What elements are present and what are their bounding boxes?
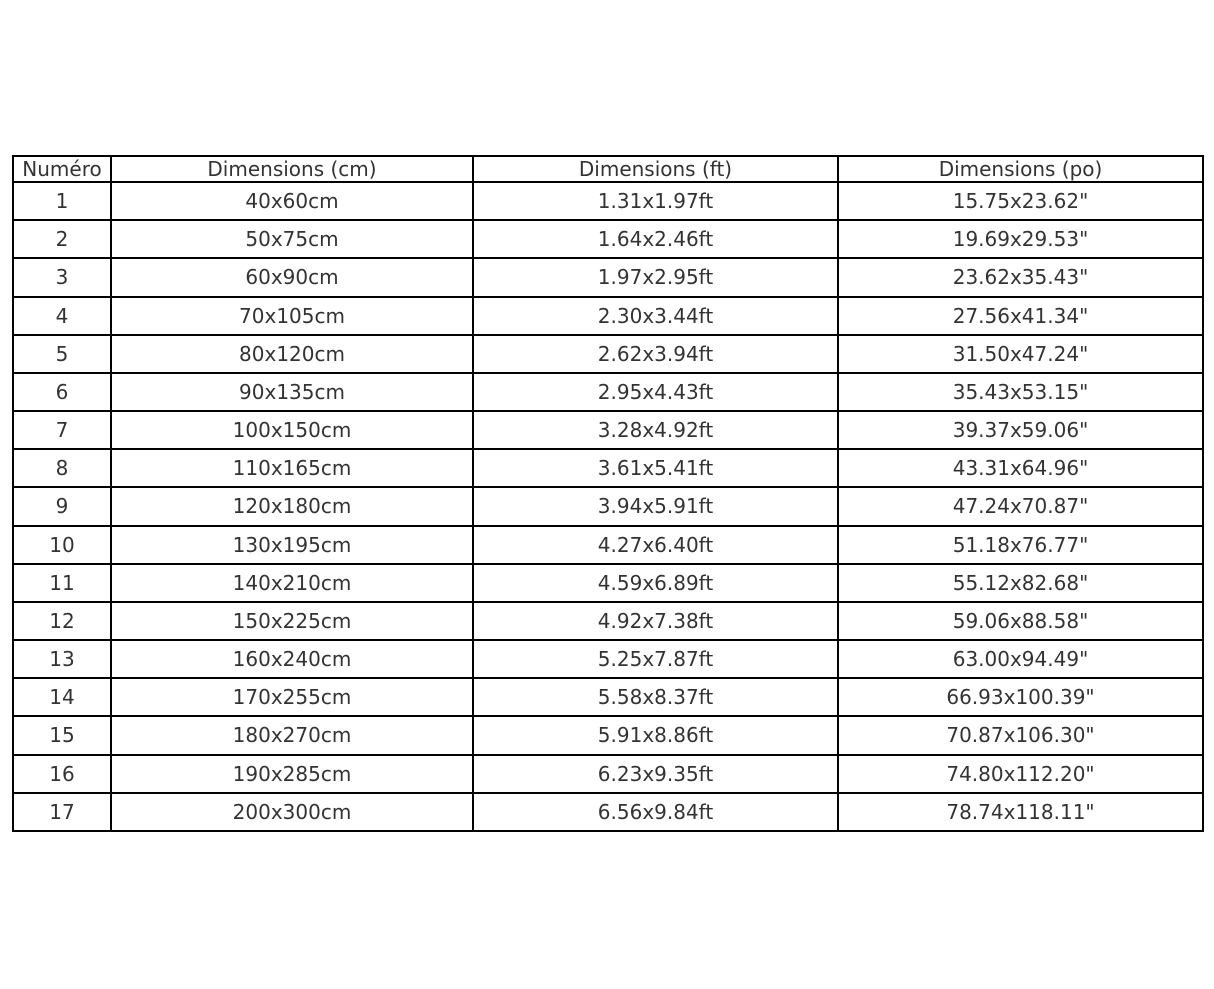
cell-dimensions-ft: 2.30x3.44ft	[473, 297, 838, 335]
cell-dimensions-cm: 90x135cm	[111, 373, 473, 411]
table-row	[13, 182, 1203, 220]
cell-numero: 9	[13, 487, 111, 525]
cell-dimensions-cm: 70x105cm	[111, 297, 473, 335]
cell-numero: 13	[13, 640, 111, 678]
cell-dimensions-po: 66.93x100.39"	[838, 678, 1203, 716]
header-dimensions-cm: Dimensions (cm)	[111, 156, 473, 182]
table-header	[13, 156, 1203, 182]
cell-numero: 6	[13, 373, 111, 411]
cell-dimensions-ft: 4.27x6.40ft	[473, 526, 838, 564]
cell-numero: 14	[13, 678, 111, 716]
cell-dimensions-cm: 110x165cm	[111, 449, 473, 487]
cell-dimensions-cm: 180x270cm	[111, 716, 473, 754]
cell-dimensions-ft: 6.56x9.84ft	[473, 793, 838, 831]
cell-dimensions-po: 47.24x70.87"	[838, 487, 1203, 525]
table-row	[13, 755, 1203, 793]
table-row	[13, 487, 1203, 525]
cell-dimensions-po: 43.31x64.96"	[838, 449, 1203, 487]
table-row	[13, 602, 1203, 640]
cell-dimensions-ft: 1.97x2.95ft	[473, 258, 838, 296]
cell-dimensions-po: 19.69x29.53"	[838, 220, 1203, 258]
cell-dimensions-po: 70.87x106.30"	[838, 716, 1203, 754]
table-row	[13, 297, 1203, 335]
header-numero: Numéro	[13, 156, 111, 182]
header-dimensions-po: Dimensions (po)	[838, 156, 1203, 182]
cell-dimensions-po: 78.74x118.11"	[838, 793, 1203, 831]
cell-numero: 17	[13, 793, 111, 831]
cell-dimensions-cm: 60x90cm	[111, 258, 473, 296]
cell-dimensions-ft: 6.23x9.35ft	[473, 755, 838, 793]
cell-dimensions-cm: 40x60cm	[111, 182, 473, 220]
cell-dimensions-ft: 5.25x7.87ft	[473, 640, 838, 678]
cell-dimensions-po: 55.12x82.68"	[838, 564, 1203, 602]
cell-dimensions-po: 51.18x76.77"	[838, 526, 1203, 564]
table-row	[13, 258, 1203, 296]
table-body	[13, 182, 1203, 831]
cell-dimensions-po: 39.37x59.06"	[838, 411, 1203, 449]
cell-dimensions-po: 23.62x35.43"	[838, 258, 1203, 296]
cell-numero: 16	[13, 755, 111, 793]
cell-dimensions-ft: 3.94x5.91ft	[473, 487, 838, 525]
cell-dimensions-ft: 3.61x5.41ft	[473, 449, 838, 487]
table-row	[13, 449, 1203, 487]
cell-dimensions-ft: 4.92x7.38ft	[473, 602, 838, 640]
cell-dimensions-cm: 150x225cm	[111, 602, 473, 640]
cell-dimensions-ft: 1.64x2.46ft	[473, 220, 838, 258]
cell-numero: 2	[13, 220, 111, 258]
table-row	[13, 716, 1203, 754]
cell-dimensions-ft: 4.59x6.89ft	[473, 564, 838, 602]
cell-numero: 11	[13, 564, 111, 602]
cell-dimensions-po: 63.00x94.49"	[838, 640, 1203, 678]
table-row	[13, 678, 1203, 716]
table-row	[13, 335, 1203, 373]
cell-dimensions-ft: 1.31x1.97ft	[473, 182, 838, 220]
table-row	[13, 526, 1203, 564]
header-dimensions-ft: Dimensions (ft)	[473, 156, 838, 182]
cell-dimensions-ft: 3.28x4.92ft	[473, 411, 838, 449]
table-row	[13, 793, 1203, 831]
table-row	[13, 373, 1203, 411]
cell-dimensions-po: 74.80x112.20"	[838, 755, 1203, 793]
table-row	[13, 640, 1203, 678]
cell-numero: 10	[13, 526, 111, 564]
cell-dimensions-cm: 130x195cm	[111, 526, 473, 564]
cell-dimensions-po: 59.06x88.58"	[838, 602, 1203, 640]
cell-dimensions-cm: 170x255cm	[111, 678, 473, 716]
cell-dimensions-cm: 100x150cm	[111, 411, 473, 449]
cell-dimensions-po: 31.50x47.24"	[838, 335, 1203, 373]
dimensions-conversion-table	[12, 155, 1204, 832]
cell-dimensions-ft: 5.91x8.86ft	[473, 716, 838, 754]
cell-dimensions-po: 35.43x53.15"	[838, 373, 1203, 411]
cell-dimensions-cm: 160x240cm	[111, 640, 473, 678]
cell-dimensions-cm: 190x285cm	[111, 755, 473, 793]
cell-dimensions-cm: 200x300cm	[111, 793, 473, 831]
cell-dimensions-ft: 5.58x8.37ft	[473, 678, 838, 716]
cell-dimensions-cm: 50x75cm	[111, 220, 473, 258]
cell-dimensions-ft: 2.95x4.43ft	[473, 373, 838, 411]
cell-dimensions-po: 27.56x41.34"	[838, 297, 1203, 335]
table-row	[13, 220, 1203, 258]
cell-numero: 1	[13, 182, 111, 220]
header-row	[13, 156, 1203, 182]
cell-numero: 5	[13, 335, 111, 373]
cell-numero: 3	[13, 258, 111, 296]
cell-dimensions-cm: 120x180cm	[111, 487, 473, 525]
cell-dimensions-ft: 2.62x3.94ft	[473, 335, 838, 373]
table-row	[13, 564, 1203, 602]
cell-numero: 4	[13, 297, 111, 335]
cell-numero: 12	[13, 602, 111, 640]
cell-numero: 7	[13, 411, 111, 449]
cell-dimensions-po: 15.75x23.62"	[838, 182, 1203, 220]
cell-dimensions-cm: 80x120cm	[111, 335, 473, 373]
cell-numero: 15	[13, 716, 111, 754]
cell-numero: 8	[13, 449, 111, 487]
table-row	[13, 411, 1203, 449]
cell-dimensions-cm: 140x210cm	[111, 564, 473, 602]
